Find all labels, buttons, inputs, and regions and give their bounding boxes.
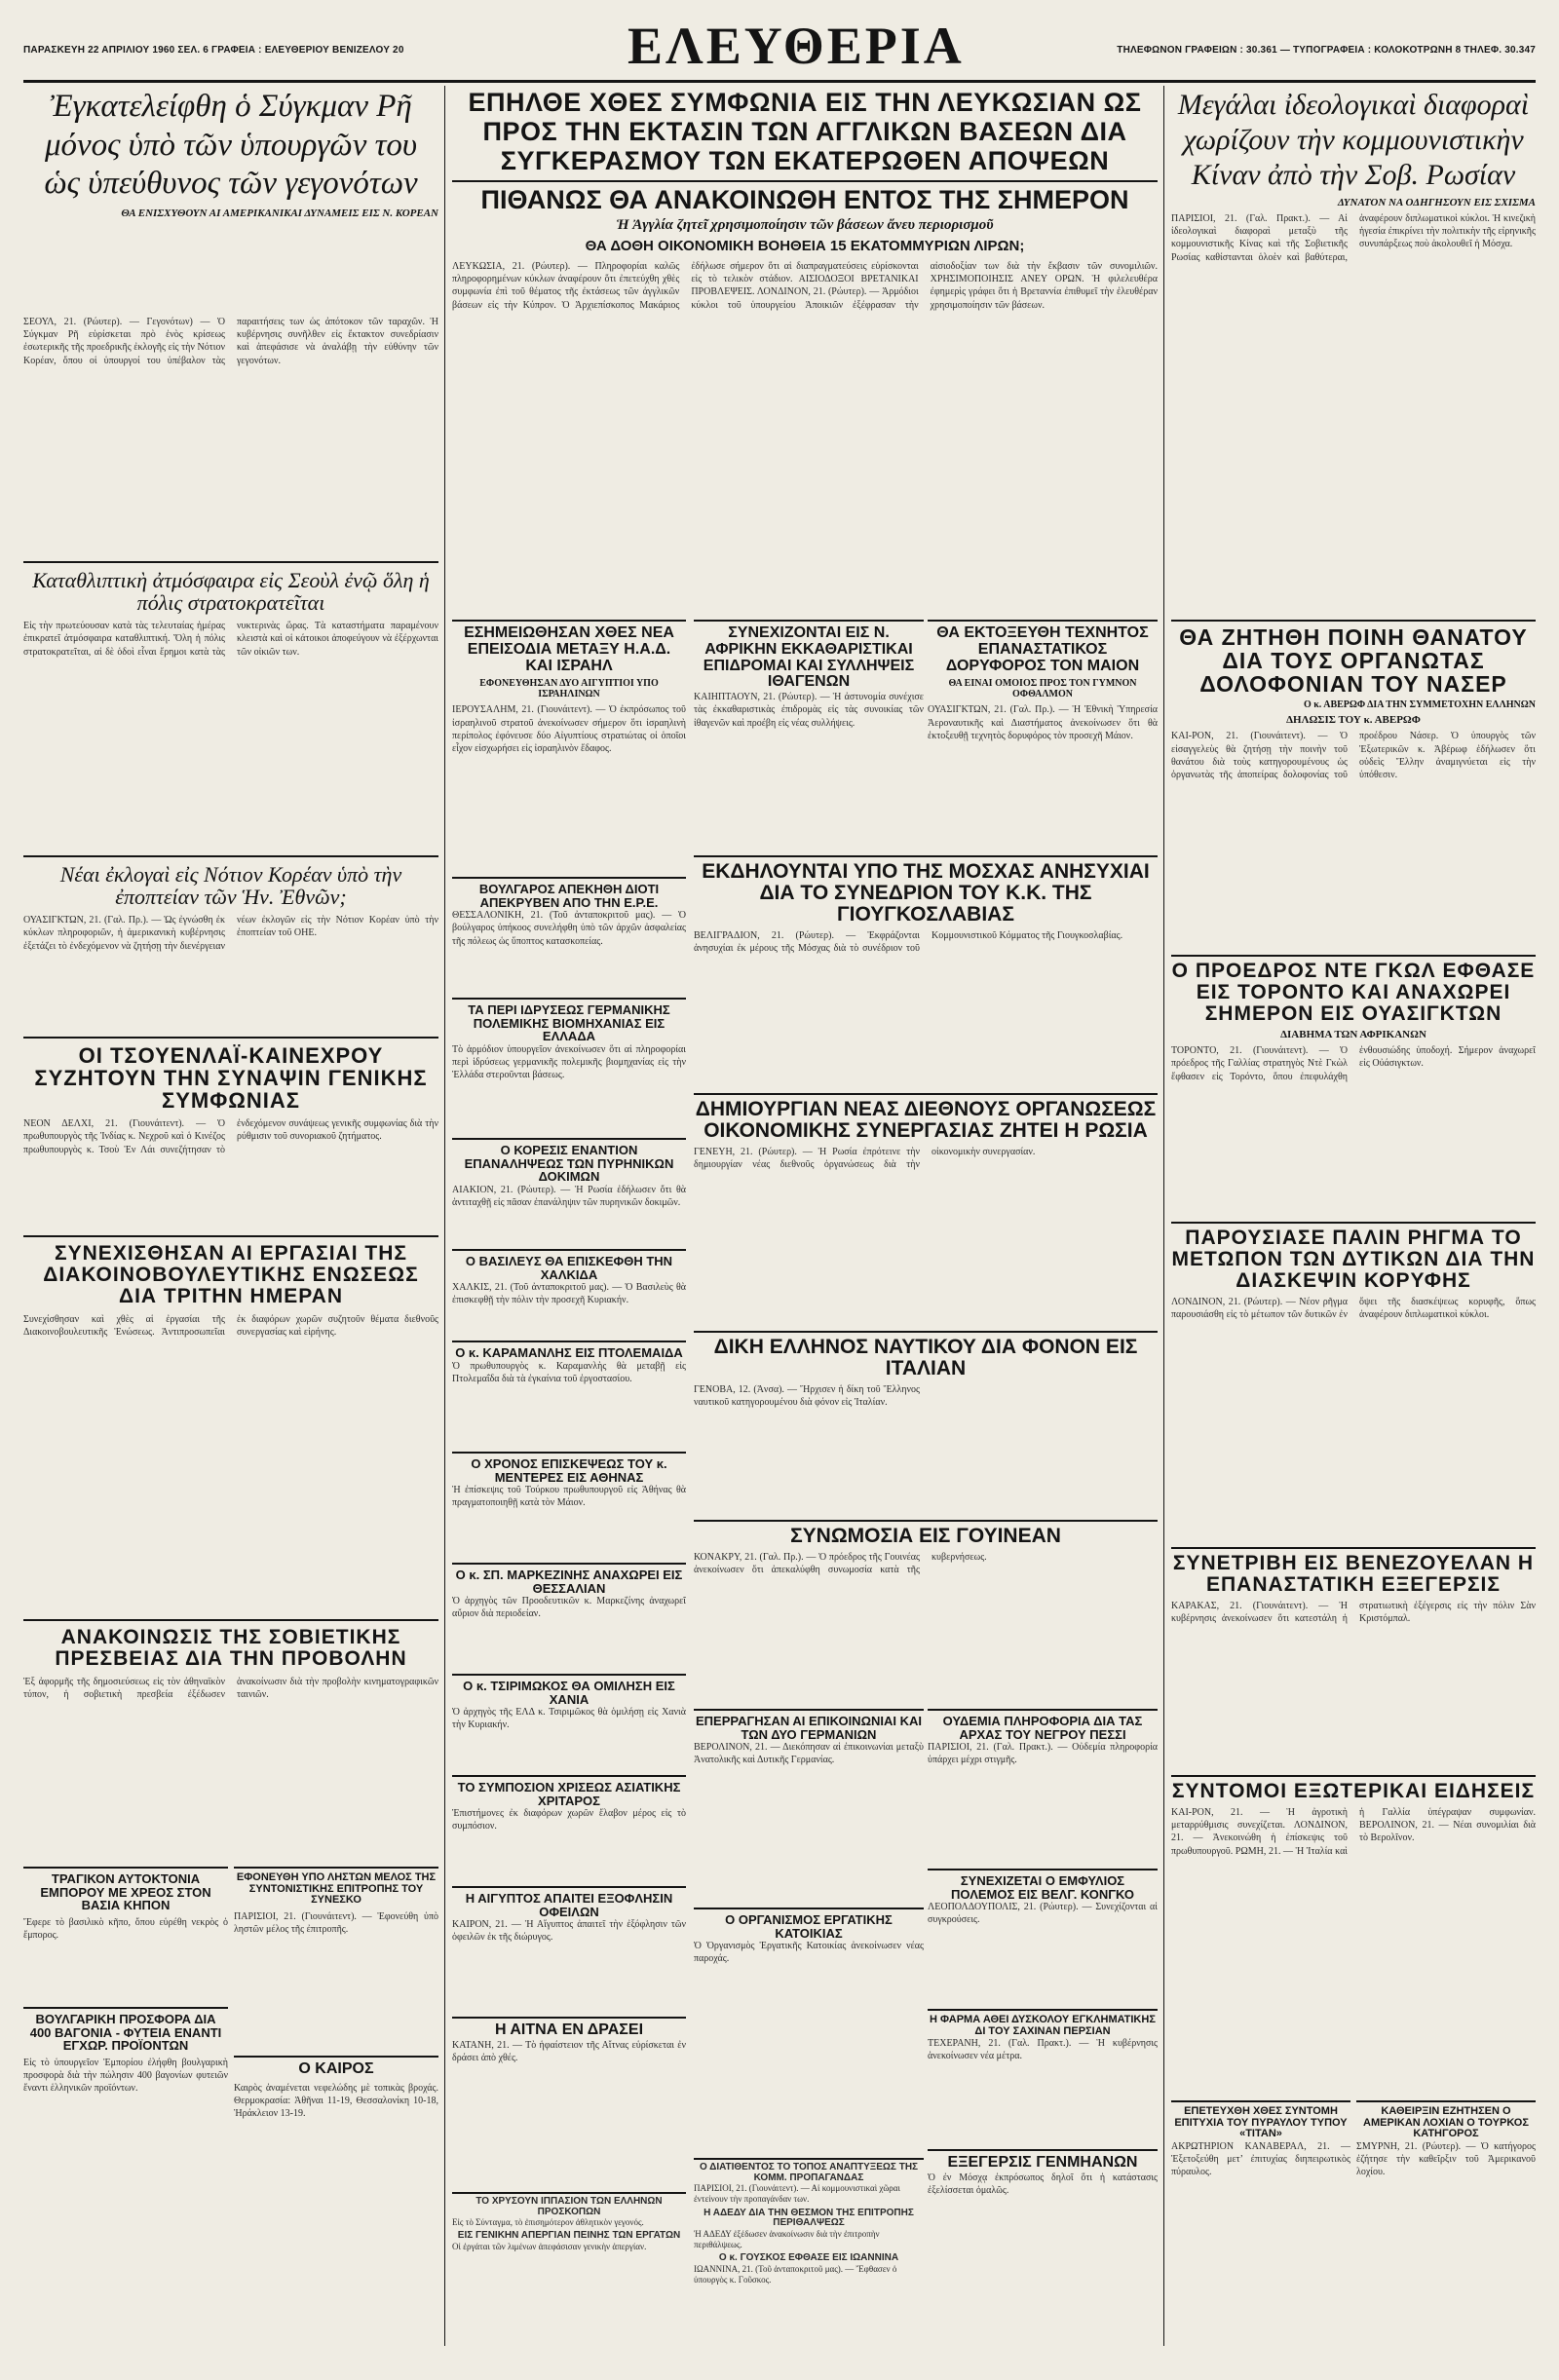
headline: Ο ΠΡΟΕΔΡΟΣ ΝΤΕ ΓΚΩΛ ΕΦΘΑΣΕ ΕΙΣ ΤΟΡΟΝΤΟ ΚΑΙ ΑΝΑΧΩΡΕΙ ΣΗΜΕΡΟΝ ΕΙΣ ΟΥΑΣΙΓΚΤΩΝ	[1171, 960, 1536, 1026]
article-body: ΛΕΟΠΟΛΔΟΥΠΟΛΙΣ, 21. (Ρώυτερ). — Συνεχίζονται αἱ συγκρούσεις.	[928, 1902, 1158, 1926]
article-body: ΣΜΥΡΝΗ, 21. (Ρώυτερ). — Ὁ κατήγορος ἐζήτησε τὴν καθεῖρξιν τοῦ Ἀμερικανοῦ λοχίου.	[1356, 2140, 1536, 2178]
headline: Ο ΔΙΑΤΙΘΕΝΤΟΣ ΤΟ ΤΟΠΟΣ ΑΝΑΠΤΥΞΕΩΣ ΤΗΣ ΚΟΜΜ. ΠΡΟΠΑΓΑΝΔΑΣ	[699, 2162, 919, 2183]
article-body: ΓΕΝΟΒΑ, 12. (Ἀνσα). — Ἤρχισεν ἡ δίκη τοῦ Ἕλληνος ναυτικοῦ κατηγορουμένου διὰ φόνον εἰς Ἰταλίαν.	[694, 1384, 920, 1409]
headline: Η ΑΙΓΥΠΤΟΣ ΑΠΑΙΤΕΙ ΕΞΟΦΛΗΣΙΝ ΟΦΕΙΛΩΝ	[465, 1891, 673, 1919]
headline: ΘΑ ΖΗΤΗΘΗ ΠΟΙΝΗ ΘΑΝΑΤΟΥ ΔΙΑ ΤΟΥΣ ΟΡΓΑΝΩΤΑΣ ΔΟΛΟΦΟΝΙΑΝ ΤΟΥ ΝΑΣΕΡ	[1179, 624, 1528, 698]
newspaper-title: ΕΛΕΥΘΕΡΙΑ	[627, 17, 965, 75]
article-uprising	[928, 2149, 1158, 2338]
column-rule	[444, 86, 445, 2346]
article-body: ΑΚΡΩΤΗΡΙΟΝ ΚΑΝΑΒΕΡΑΛ, 21. — Ἐξετοξεύθη μετ’ ἐπιτυχίας διηπειρωτικὸς πύραυλος.	[1171, 2140, 1350, 2178]
headline: ΤΑ ΠΕΡΙ ΙΔΡΥΣΕΩΣ ΓΕΡΜΑΝΙΚΗΣ ΠΟΛΕΜΙΚΗΣ ΒΙΟΜΗΧΑΝΙΑΣ ΕΙΣ ΕΛΛΑΔΑ	[468, 1002, 670, 1044]
article-body: Τὸ ἀρμόδιον ὑπουργεῖον ἀνεκοίνωσεν ὅτι αἱ πληροφορίαι περὶ ἱδρύσεως γερμανικῆς πολεμικῆς βιομηχανίας εἰς τὴν Ἑλλάδα στεροῦνται βάσεως.	[452, 1043, 686, 1081]
subhead: ΘΑ ΕΝΙΣΧΥΘΟΥΝ ΑΙ ΑΜΕΡΙΚΑΝΙΚΑΙ ΔΥΝΑΜΕΙΣ ΕΙΣ Ν. ΚΟΡΕΑΝ	[121, 207, 438, 219]
article-body: ΠΑΡΙΣΙΟΙ, 21. (Γιουνάιτεντ). — Αἱ κομμουνιστικαὶ χῶραι ἐντείνουν τὴν προπαγάνδαν των.	[694, 2183, 900, 2205]
article-western-rift	[1171, 1222, 1536, 1543]
article-rhee-body	[23, 316, 438, 559]
article-body: ΙΕΡΟΥΣΑΛΗΜ, 21. (Γιουνάιτεντ). — Ὁ ἐκπρόσωπος τοῦ ἰσραηλινοῦ στρατοῦ ἀνεκοίνωσεν σήμερον ὅτι ἰσραηλινὴ περίπολος ἐφόνευσε δύο Αἰγυπτίους στρατιώτας οἱ ὁποῖοι εἶχον εἰσχωρήσει εἰς ἰσραηλινὸν ἔδαφος.	[452, 704, 686, 754]
headline: ΤΡΑΓΙΚΟΝ ΑΥΤΟΚΤΟΝΙΑ ΕΜΠΟΡΟΥ ΜΕ ΧΡΕΟΣ ΣΤΟΝ ΒΑΣΙΑ ΚΗΠΟΝ	[40, 1871, 211, 1913]
article-body: Ἐξ ἀφορμῆς τῆς δημοσιεύσεως εἰς τὸν ἀθηναϊκὸν τύπον, ἡ σοβιετικὴ πρεσβεία ἐξέδωσεν ἀνακοίνωσιν διὰ τὴν προβολὴν κινηματογραφικῶν ταινιῶν.	[23, 1677, 438, 1701]
bulletin-stack-b	[452, 2192, 686, 2338]
article-body: ΚΟΝΑΚΡΥ, 21. (Γαλ. Πρ.). — Ὁ πρόεδρος τῆς Γουινέας ἀνεκοίνωσεν ὅτι ἀπεκαλύφθη συνωμοσία κατὰ τῆς κυβερνήσεως.	[694, 1552, 987, 1576]
newspaper-page	[23, 16, 1536, 2349]
article-body: Εἰς τὸ Σύνταγμα, τὸ ἐπισημότερον ἀθλητικὸν γεγονός.	[452, 2217, 644, 2227]
article-turkish-prosecutor	[1356, 2100, 1536, 2338]
article-tsirimokos	[452, 1674, 686, 1771]
article-markezinis	[452, 1563, 686, 1670]
article-body: ΛΕΥΚΩΣΙΑ, 21. (Ρώυτερ). — Πληροφορίαι καλῶς πληροφορημένων κύκλων ἀναφέρουν ὅτι ἐπετεύχθη χθὲς συμφωνία ἐπὶ τοῦ θέματος τῆς ἐκτάσεως τῶν ἀγγλικῶν βάσεων εἰς τὴν Κύπρον. Ὁ Ἀρχιεπίσκοπος Μακάριος ἐδήλωσε σήμερον ὅτι αἱ διαπραγματεύσεις εὑρίσκονται εἰς τὸ τελικὸν στάδιον. ΑΙΣΙΟΔΟΞΟΙ ΒΡΕΤΑΝΙΚΑΙ ΠΡΟΒΛΕΨΕΙΣ. ΛΟΝΔΙΝΟΝ, 21. (Ρώυτερ). — Ἀρμόδιοι κύκλοι τοῦ ὑπουργείου Ἀποικιῶν ἐξέφρασαν τὴν αἰσιοδοξίαν των διὰ τὴν ἔκβασιν τῶν συνομιλιῶν. ΧΡΗΣΙΜΟΠΟΙΗΣΙΣ ΑΝΕΥ ΟΡΩΝ. Ἡ φιλελευθέρα ἐφημερὶς γράφει ὅτι ἡ Βρεταννία ἐπιθυμεῖ τὴν ἐλευθέραν χρησιμοποίησιν τῶν βάσεων.	[452, 261, 1158, 311]
headline: Νέαι ἐκλογαὶ εἰς Νότιον Κορέαν ὑπὸ τὴν ἐποπτείαν τῶν Ἡν. Ἐθνῶν;	[59, 862, 402, 910]
headline: ΠΑΡΟΥΣΙΑΣΕ ΠΑΛΙΝ ΡΗΓΜΑ ΤΟ ΜΕΤΩΠΟΝ ΤΩΝ ΔΥΤΙΚΩΝ ΔΙΑ ΤΗΝ ΔΙΑΣΚΕΨΙΝ ΚΟΡΥΦΗΣ	[1171, 1227, 1536, 1293]
headline: ΣΥΝΤΟΜΟΙ ΕΞΩΤΕΡΙΚΑΙ ΕΙΔΗΣΕΙΣ	[1171, 1780, 1536, 1802]
headline: Ο ΒΑΣΙΛΕΥΣ ΘΑ ΕΠΙΣΚΕΦΘΗ ΤΗΝ ΧΑΛΚΙΔΑ	[465, 1254, 673, 1282]
article-body: ΠΑΡΙΣΙΟΙ, 21. (Γαλ. Πρακτ.). — Αἱ ἰδεολογικαὶ διαφοραὶ μεταξὺ τῆς κομμουνιστικῆς Κίνας καὶ τῆς Σοβιετικῆς Ρωσίας καθίστανται ὁλοὲν καὶ βαθύτεραι, ἀναφέρουν διπλωματικοὶ κύκλοι. Ἡ κινεζικὴ ἡγεσία ἐπικρίνει τὴν πολιτικὴν τῆς εἰρηνικῆς συνυπάρξεως ποὺ ἀκολουθεῖ ἡ Μόσχα.	[1171, 213, 1536, 263]
headline: ΕΠΗΛΘΕ ΧΘΕΣ ΣΥΜΦΩΝΙΑ ΕΙΣ ΤΗΝ ΛΕΥΚΩΣΙΑΝ ΩΣ ΠΡΟΣ ΤΗΝ ΕΚΤΑΣΙΝ ΤΩΝ ΑΓΓΛΙΚΩΝ ΒΑΣΕΩΝ ΔΙΑ ΣΥΓΚΕΡΑΣΜΟΥ ΤΩΝ ΕΚΑΤΕΡΩΘΕΝ ΑΠΟΨΕΩΝ	[468, 88, 1142, 176]
subhead: ΔΙΑΒΗΜΑ ΤΩΝ ΑΦΡΙΚΑΝΩΝ	[1280, 1029, 1426, 1041]
article-body: ΓΕΝΕΥΗ, 21. (Ρώυτερ). — Ἡ Ρωσία ἐπρότεινε τὴν δημιουργίαν νέας διεθνοῦς ὀργανώσεως διὰ τὴν οἰκονομικὴν συνεργασίαν.	[694, 1147, 1036, 1171]
article-body: ΛΟΝΔΙΝΟΝ, 21. (Ρώυτερ). — Νέον ρῆγμα παρουσιάσθη εἰς τὸ μέτωπον τῶν δυτικῶν ἐν ὄψει τῆς διασκέψεως κορυφῆς, ὅπως ἀναφέρουν διπλωματικοὶ κύκλοι.	[1171, 1297, 1536, 1321]
headline: ΚΑΘΕΙΡΞΙΝ ΕΖΗΤΗΣΕΝ Ο ΑΜΕΡΙΚΑΝ ΛΟΧΙΑΝ Ο ΤΟΥΡΚΟΣ ΚΑΤΗΓΟΡΟΣ	[1363, 2105, 1529, 2140]
article-body: Ὁ ἀρχηγὸς τῆς ΕΛΔ κ. Τσιριμῶκος θὰ ὁμιλήσῃ εἰς Χανιὰ τὴν Κυριακήν.	[452, 1707, 686, 1731]
headline: ΕΣΗΜΕΙΩΘΗΣΑΝ ΧΘΕΣ ΝΕΑ ΕΠΕΙΣΟΔΙΑ ΜΕΤΑΞΥ Η.Α.Δ. ΚΑΙ ΙΣΡΑΗΛ	[464, 624, 674, 674]
article-body: ΟΥΑΣΙΓΚΤΩΝ, 21. (Γαλ. Πρ.). — Ὡς ἐγνώσθη ἐκ κύκλων πληροφοριῶν, ἡ ἀμερικανικὴ κυβέρνησις ἐξετάζει τὸ ἐνδεχόμενον νὰ ζητήσῃ τὴν διενέργειαν νέων ἐκλογῶν εἰς τὴν Νότιον Κορέαν ὑπὸ τὴν ἐποπτείαν τοῦ ΟΗΕ.	[23, 915, 438, 952]
article-satellite	[928, 620, 1158, 851]
subhead: Ἡ Ἀγγλία ζητεῖ χρησιμοποίησιν τῶν βάσεων ἄνευ περιορισμοῦ	[616, 217, 994, 234]
article-german-industry	[452, 998, 686, 1134]
headline: ΔΙΚΗ ΕΛΛΗΝΟΣ ΝΑΥΤΙΚΟΥ ΔΙΑ ΦΟΝΟΝ ΕΙΣ ΙΤΑΛΙΑΝ	[713, 1336, 1138, 1380]
subhead: ΕΦΟΝΕΥΘΗΣΑΝ ΔΥΟ ΑΙΓΥΠΤΙΟΙ ΥΠΟ ΙΣΡΑΗΛΙΝΩΝ	[479, 678, 659, 700]
article-menderes	[452, 1452, 686, 1559]
article-body: Συνεχίσθησαν καὶ χθὲς αἱ ἐργασίαι τῆς Διακοινοβουλευτικῆς Ἑνώσεως. Ἀντιπροσωπεῖαι ἐκ διαφόρων χωρῶν συζητοῦν θέματα διεθνοῦς συνεργασίας καὶ εἰρήνης.	[23, 1314, 438, 1339]
article-seoul	[23, 561, 438, 853]
article-body: ΤΟΡΟΝΤΟ, 21. (Γιουνάιτεντ). — Ὁ πρόεδρος τῆς Γαλλίας στρατηγὸς Ντὲ Γκὼλ ἔφθασεν εἰς Τορόντο, ὅπου ἐπεφυλάχθη ἐνθουσιώδης ὑποδοχή. Σήμερον ἀναχωρεῖ εἰς Οὐάσιγκτων.	[1171, 1045, 1536, 1082]
article-body: Ὁ Ὀργανισμὸς Ἐργατικῆς Κατοικίας ἀνεκοίνωσεν νέας παροχάς.	[694, 1941, 924, 1965]
article-body: ΧΑΛΚΙΣ, 21. (Τοῦ ἀνταποκριτοῦ μας). — Ὁ Βασιλεὺς θὰ ἐπισκεφθῇ τὴν πόλιν τὴν προσεχῆ Κυριακήν.	[452, 1282, 686, 1306]
article-body: Ἔφερε τὸ βασιλικὸ κῆπο, ὅπου εὑρέθη νεκρὸς ὁ ἔμπορος.	[23, 1916, 228, 1942]
article-soviet-embassy	[23, 1619, 438, 1863]
headline: ΣΥΝΩΜΟΣΙΑ ΕΙΣ ΓΟΥΙΝΕΑΝ	[790, 1525, 1061, 1547]
article-body: ΚΑΤΑΝΗ, 21. — Τὸ ἡφαίστειον τῆς Αἴτνας εὑρίσκεται ἐν δράσει ἀπὸ χθές.	[452, 2039, 686, 2063]
headline: ΘΑ ΕΚΤΟΞΕΥΘΗ ΤΕΧΝΗΤΟΣ ΕΠΑΝΑΣΤΑΤΙΚΟΣ ΔΟΡΥΦΟΡΟΣ ΤΟΝ ΜΑΙΟΝ	[936, 624, 1149, 674]
article-body: ΒΕΛΙΓΡΑΔΙΟΝ, 21. (Ρώυτερ). — Ἐκφράζονται ἀνησυχίαι ἐκ μέρους τῆς Μόσχας διὰ τὸ συνέδριον τοῦ Κομμουνιστικοῦ Κόμματος τῆς Γιουγκοσλαβίας.	[694, 930, 1123, 955]
article-rhee	[23, 88, 438, 314]
article-body: Ἡ ΑΔΕΔΥ ἐξέδωσεν ἀνακοίνωσιν διὰ τὴν ἐπιτροπὴν περιθάλψεως.	[694, 2228, 880, 2249]
headline: Η ΑΙΤΝΑ ΕΝ ΔΡΑΣΕΙ	[494, 2021, 644, 2038]
article-israel	[452, 620, 686, 873]
article-halkis	[452, 1249, 686, 1337]
subhead-secondary: ΔΗΛΩΣΙΣ ΤΟΥ κ. ΑΒΕΡΩΦ	[1286, 714, 1421, 727]
article-body: ΟΥΑΣΙΓΚΤΩΝ, 21. (Γαλ. Πρ.). — Ἡ Ἐθνικὴ Ὑπηρεσία Ἀεροναυτικῆς καὶ Διαστήματος ἀνεκοίνωσεν ὅτι θὰ ἐκτοξευθῇ τεχνητὸς δορυφόρος τὸν προσεχῆ Μάιον.	[928, 704, 1158, 741]
article-unesco	[234, 1867, 438, 2052]
article-economic-org	[694, 1093, 1158, 1327]
article-no-information	[928, 1709, 1158, 1865]
headline: ΕΞΕΓΕΡΣΙΣ ΓΕΝΜΗΑΝΩΝ	[947, 2154, 1138, 2171]
subhead: ΔΥΝΑΤΟΝ ΝΑ ΟΔΗΓΗΣΟΥΝ ΕΙΣ ΣΧΙΣΜΑ	[1337, 197, 1536, 208]
article-interparliamentary	[23, 1235, 438, 1615]
article-guinea	[694, 1520, 1158, 1705]
article-body: ΠΑΡΙΣΙΟΙ, 21. (Γαλ. Πρακτ.). — Οὐδεμία πληροφορία ὑπάρχει μέχρι στιγμῆς.	[928, 1742, 1158, 1766]
masthead-phones: ΤΗΛΕΦΩΝΟΝ ΓΡΑΦΕΙΩΝ : 30.361 — ΤΥΠΟΓΡΑΦΕΙΑ : ΚΟΛΟΚΟΤΡΩΝΗ 8 ΤΗΛΕΦ. 30.347	[1117, 45, 1536, 56]
article-body: Καιρὸς ἀναμένεται νεφελώδης μὲ τοπικὰς βροχάς. Θερμοκρασία: Ἀθῆναι 11-19, Θεσσαλονίκη 10-18, Ἡράκλειον 13-19.	[234, 2082, 438, 2120]
article-brief-foreign	[1171, 1775, 1536, 2097]
masthead	[23, 16, 1536, 83]
article-body: Ὁ ἐν Μόσχᾳ ἐκπρόσωπος δηλοῖ ὅτι ἡ κατάστασις ἐξελίσσεται ὁμαλῶς.	[928, 2172, 1158, 2196]
article-body: ΘΕΣΣΑΛΟΝΙΚΗ, 21. (Τοῦ ἀνταποκριτοῦ μας). — Ὁ βούλγαρος ὑπήκοος συνελήφθη ὑπὸ τῶν ἀρχῶν ἀσφαλείας τῆς πόλεως ὡς ὕποπτος κατασκοπείας.	[452, 910, 686, 947]
article-nuclear-tests	[452, 1138, 686, 1245]
headline: ΣΥΝΕΤΡΙΒΗ ΕΙΣ ΒΕΝΕΖΟΥΕΛΑΝ Η ΕΠΑΝΑΣΤΑΤΙΚΗ ΕΞΕΓΕΡΣΙΣ	[1172, 1552, 1535, 1597]
headline: ΕΠΕΡΡΑΓΗΣΑΝ ΑΙ ΕΠΙΚΟΙΝΩΝΙΑΙ ΚΑΙ ΤΩΝ ΔΥΟ ΓΕΡΜΑΝΙΩΝ	[695, 1714, 922, 1742]
headline: Ο κ. ΓΟΥΣΚΟΣ ΕΦΘΑΣΕ ΕΙΣ ΙΩΑΝΝΙΝΑ	[718, 2252, 899, 2263]
article-body: Εἰς τὸ ὑπουργεῖον Ἐμπορίου ἐλήφθη βουλγαρικὴ προσφορὰ διὰ τὴν πώλησιν 400 βαγονίων φυτειῶν ἔναντι ἑλληνικῶν προϊόντων.	[23, 2057, 228, 2095]
headline: ΕΦΟΝΕΥΘΗ ΥΠΟ ΛΗΣΤΩΝ ΜΕΛΟΣ ΤΗΣ ΣΥΝΤΟΝΙΣΤΙΚΗΣ ΕΠΙΤΡΟΠΗΣ ΤΟΥ ΣΥΝΕΣΚΟ	[236, 1871, 437, 1907]
subhead: ΘΑ ΕΙΝΑΙ ΟΜΟΙΟΣ ΠΡΟΣ ΤΟΝ ΓΥΜΝΟΝ ΟΦΘΑΛΜΟΝ	[948, 678, 1137, 700]
article-bulgarian-arrested	[452, 877, 686, 994]
article-cyprus-bases	[452, 88, 1158, 614]
article-karamanlis	[452, 1341, 686, 1448]
headline: ΟΥΔΕΜΙΑ ΠΛΗΡΟΦΟΡΙΑ ΔΙΑ ΤΑΣ ΑΡΧΑΣ ΤΟΥ ΝΕΓΡΟΥ ΠΕΣΣΙ	[942, 1714, 1143, 1742]
article-body: ΠΑΡΙΣΙΟΙ, 21. (Γιουνάιτεντ). — Ἐφονεύθη ὑπὸ ληστῶν μέλος τῆς ἐπιτροπῆς.	[234, 1910, 438, 1935]
article-body: ΚΑΙΡΟΝ, 21. — Ἡ Αἴγυπτος ἀπαιτεῖ τὴν ἐξόφλησιν τῶν ὀφειλῶν ἐκ τῆς διώρυγος.	[452, 1919, 686, 1944]
headline: Ο ΚΑΙΡΟΣ	[298, 2060, 374, 2077]
bulletin-stack-a	[694, 2158, 924, 2339]
headline: ΑΝΑΚΟΙΝΩΣΙΣ ΤΗΣ ΣΟΒΙΕΤΙΚΗΣ ΠΡΕΣΒΕΙΑΣ ΔΙΑ ΤΗΝ ΠΡΟΒΟΛΗΝ	[55, 1626, 407, 1671]
article-yugoslav-congress	[694, 855, 1158, 1089]
headline: Ο ΟΡΓΑΝΙΣΜΟΣ ΕΡΓΑΤΙΚΗΣ ΚΑΤΟΙΚΙΑΣ	[725, 1912, 893, 1941]
article-body: ΙΩΑΝΝΙΝΑ, 21. (Τοῦ ἀνταποκριτοῦ μας). — Ἔφθασεν ὁ ὑπουργὸς κ. Γοῦσκος.	[694, 2263, 897, 2285]
headline: ΔΗΜΙΟΥΡΓΙΑΝ ΝΕΑΣ ΔΙΕΘΝΟΥΣ ΟΡΓΑΝΩΣΕΩΣ ΟΙΚΟΝΟΜΙΚΗΣ ΣΥΝΕΡΓΑΣΙΑΣ ΖΗΤΕΙ Η ΡΩΣΙΑ	[695, 1098, 1157, 1143]
column-rule	[1163, 86, 1164, 2346]
article-body: Ἐπιστήμονες ἐκ διαφόρων χωρῶν ἔλαβον μέρος εἰς τὸ συμπόσιον.	[452, 1808, 686, 1832]
article-body: Ὁ πρωθυπουργὸς κ. Καραμανλὴς θὰ μεταβῇ εἰς Πτολεμαΐδα διὰ τὰ ἐγκαίνια τοῦ ἐργοστασίου.	[452, 1360, 686, 1384]
headline: ΕΙΣ ΓΕΝΙΚΗΝ ΑΠΕΡΓΙΑΝ ΠΕΙΝΗΣ ΤΩΝ ΕΡΓΑΤΩΝ	[457, 2230, 681, 2242]
headline: Ο κ. ΤΣΙΡΙΜΩΚΟΣ ΘΑ ΟΜΙΛΗΣΗ ΕΙΣ ΧΑΝΙΑ	[463, 1679, 675, 1707]
article-body: ΒΕΡΟΛΙΝΟΝ, 21. — Διεκόπησαν αἱ ἐπικοινωνίαι μεταξὺ Ἀνατολικῆς καὶ Δυτικῆς Γερμανίας.	[694, 1742, 924, 1766]
headline: ΤΟ ΧΡΥΣΟΥΝ ΙΠΠΑΣΙΟΝ ΤΩΝ ΕΛΛΗΝΩΝ ΠΡΟΣΚΟΠΩΝ	[475, 2196, 663, 2217]
article-de-gaulle	[1171, 955, 1536, 1218]
article-symposium	[452, 1775, 686, 1882]
article-body: Εἰς τὴν πρωτεύουσαν κατὰ τὰς τελευταίας ἡμέρας ἐπικρατεῖ ἀτμόσφαιρα καταθλιπτική. Ὅλη ἡ πόλις στρατοκρατεῖται, αἱ δὲ ὁδοὶ εἶναι ἔρημοι κατὰ τὰς νυκτερινὰς ὥρας. Τὰ καταστήματα παραμένουν κλειστὰ καὶ οἱ κάτοικοι ἀποφεύγουν νὰ ἐξέρχωνται τῶν οἰκιῶν των.	[23, 621, 438, 658]
article-bulgarian-offer	[23, 2007, 228, 2338]
headline: Η ΦΑΡΜΑ ΑΘΕΙ ΔΥΣΚΟΛΟΥ ΕΓΚΛΗΜΑΤΙΚΗΣ ΔΙ ΤΟΥ ΣΑΧΙΝΑΝ ΠΕΡΣΙΑΝ	[930, 2014, 1156, 2037]
article-body: ΝΕΟΝ ΔΕΛΧΙ, 21. (Γιουνάιτεντ). — Ὁ πρωθυπουργὸς τῆς Ἰνδίας κ. Νεχροῦ καὶ ὁ Κινέζος πρωθυπουργὸς κ. Τσοὺ Ἐν Λάι συνεζήτησαν τὸ ἐνδεχόμενον συνάψεως γενικῆς συμφωνίας διὰ τὴν ρύθμισιν τοῦ συνοριακοῦ ζητήματος.	[23, 1118, 438, 1155]
article-china-ussr	[1171, 88, 1536, 614]
headline: ΣΥΝΕΧΙΣΘΗΣΑΝ ΑΙ ΕΡΓΑΣΙΑΙ ΤΗΣ ΔΙΑΚΟΙΝΟΒΟΥΛΕΥΤΙΚΗΣ ΕΝΩΣΕΩΣ ΔΙΑ ΤΡΙΤΗΝ ΗΜΕΡΑΝ	[43, 1242, 419, 1308]
article-body: Οἱ ἐργάται τῶν λιμένων ἀπεφάσισαν γενικὴν ἀπεργίαν.	[452, 2241, 647, 2251]
headline: Ο ΧΡΟΝΟΣ ΕΠΙΣΚΕΨΕΩΣ ΤΟΥ κ. ΜΕΝΤΕΡΕΣ ΕΙΣ ΑΘΗΝΑΣ	[471, 1456, 667, 1485]
headline: ΤΟ ΣΥΜΠΟΣΙΟΝ ΧΡΙΣΕΩΣ ΑΣΙΑΤΙΚΗΣ ΧΡΙΤΑΡΟΣ	[457, 1780, 681, 1808]
headline: ΟΙ ΤΣΟΥΕΝΛΑΪ-ΚΑΙΝΕΧΡΟΥ ΣΥΖΗΤΟΥΝ ΤΗΝ ΣΥΝΑΨΙΝ ΓΕΝΙΚΗΣ ΣΥΜΦΩΝΙΑΣ	[34, 1043, 428, 1114]
article-body: Ὁ ἀρχηγὸς τῶν Προοδευτικῶν κ. Μαρκεζίνης ἀναχωρεῖ αὔριον διὰ περιοδείαν.	[452, 1596, 686, 1620]
article-tehran	[928, 2009, 1158, 2145]
article-venezuela	[1171, 1547, 1536, 1771]
article-body: ΚΑΡΑΚΑΣ, 21. (Γιουνάιτεντ). — Ἡ κυβέρνησις ἀνεκοίνωσεν ὅτι κατεστάλη ἡ στρατιωτικὴ ἐξέγερσις εἰς τὴν πόλιν Σὰν Κριστόμπαλ.	[1171, 1601, 1536, 1625]
headline: ΣΥΝΕΧΙΖΟΝΤΑΙ ΕΙΣ Ν. ΑΦΡΙΚΗΝ ΕΚΚΑΘΑΡΙΣΤΙΚΑΙ ΕΠΙΔΡΟΜΑΙ ΚΑΙ ΣΥΛΛΗΨΕΙΣ ΙΘΑΓΕΝΩΝ	[703, 624, 915, 691]
headline: Ο κ. ΚΑΡΑΜΑΝΛΗΣ ΕΙΣ ΠΤΟΛΕΜΑΙΔΑ	[455, 1345, 683, 1360]
article-egypt-debts	[452, 1886, 686, 2013]
headline: ΒΟΥΛΓΑΡΟΣ ΑΠΕΚΗΘΗ ΔΙΟΤΙ ΑΠΕΚΡΥΒΕΝ ΑΠΟ ΤΗΝ Ε.Ρ.Ε.	[478, 882, 660, 910]
headline: Μεγάλαι ἰδεολογικαὶ διαφοραὶ χωρίζουν τὴν κομμουνιστικὴν Κίναν ἀπὸ τὴν Σοβ. Ρωσίαν	[1177, 89, 1530, 191]
subhead: Ο κ. ΑΒΕΡΩΦ ΔΙΑ ΤΗΝ ΣΥΜΜΕΤΟΧΗΝ ΕΛΛΗΝΩΝ	[1303, 699, 1536, 711]
headline: Ο ΚΟΡΕΣΙΣ ΕΝΑΝΤΙΟΝ ΕΠΑΝΑΛΗΨΕΩΣ ΤΩΝ ΠΥΡΗΝΙΚΩΝ ΔΟΚΙΜΩΝ	[464, 1143, 674, 1185]
headline: Η ΑΔΕΔΥ ΔΙΑ ΤΗΝ ΘΕΣΜΟΝ ΤΗΣ ΕΠΙΤΡΟΠΗΣ ΠΕΡΙΘΑΛΨΕΩΣ	[703, 2207, 914, 2228]
article-titan-missile	[1171, 2100, 1350, 2338]
headline: Ἐγκατελείφθη ὁ Σύγκμαν Ρῆ μόνος ὑπὸ τῶν ὑπουργῶν του ὡς ὑπεύθυνος τῶν γεγονότων	[44, 89, 418, 202]
article-nasser-plot	[1171, 620, 1536, 951]
article-body: ΑΙΑΚΙΟΝ, 21. (Ρώυτερ). — Ἡ Ρωσία ἐδήλωσεν ὅτι θὰ ἀντιταχθῇ εἰς πᾶσαν ἐπανάληψιν τῶν πυρηνικῶν δοκιμῶν.	[452, 1184, 686, 1209]
headline: Καταθλιπτικὴ ἀτμόσφαιρα εἰς Σεοὺλ ἐνῷ ὅλη ἡ πόλις στρατοκρατεῖται	[32, 568, 430, 616]
headline: ΣΥΝΕΧΙΖΕΤΑΙ Ο ΕΜΦΥΛΙΟΣ ΠΟΛΕΜΟΣ ΕΙΣ ΒΕΛΓ. ΚΟΝΓΚΟ	[951, 1873, 1134, 1902]
article-body: Ἡ ἐπίσκεψις τοῦ Τούρκου πρωθυπουργοῦ εἰς Ἀθήνας θὰ πραγματοποιηθῇ κατὰ τὸν Μάιον.	[452, 1485, 686, 1509]
article-greek-sailor	[694, 1331, 1158, 1516]
headline: ΒΟΥΛΓΑΡΙΚΗ ΠΡΟΣΦΟΡΑ ΔΙΑ 400 ΒΑΓΟΝΙΑ - ΦΥΤΕΙΑ ΕΝΑΝΤΙ ΕΓΧΩΡ. ΠΡΟΪΟΝΤΩΝ	[29, 2012, 222, 2054]
article-nehru-chou	[23, 1037, 438, 1231]
headline: ΕΚΔΗΛΟΥΝΤΑΙ ΥΠΟ ΤΗΣ ΜΟΣΧΑΣ ΑΝΗΣΥΧΙΑΙ ΔΙΑ ΤΟ ΣΥΝΕΔΡΙΟΝ ΤΟΥ Κ.Κ. ΤΗΣ ΓΙΟΥΓΚΟΣΛΑΒΙΑΣ	[702, 860, 1150, 926]
subhead: ΘΑ ΔΟΘΗ ΟΙΚΟΝΟΜΙΚΗ ΒΟΗΘΕΙΑ 15 ΕΚΑΤΟΜΜΥΡΙΩΝ ΛΙΡΩΝ;	[585, 238, 1025, 255]
article-two-germanies	[694, 1709, 924, 1904]
masthead-date-address: ΠΑΡΑΣΚΕΥΗ 22 ΑΠΡΙΛΙΟΥ 1960 ΣΕΛ. 6 ΓΡΑΦΕΙΑ : ΕΛΕΥΘΕΡΙΟΥ ΒΕΝΙΖΕΛΟΥ 20	[23, 45, 404, 56]
article-suicide	[23, 1867, 228, 2003]
article-body: ΤΕΧΕΡΑΝΗ, 21. (Γαλ. Πρακτ.). — Ἡ κυβέρνησις ἀνεκοίνωσεν νέα μέτρα.	[928, 2038, 1158, 2062]
article-congo	[928, 1869, 1158, 2005]
article-body: ΣΕΟΥΛ, 21. (Ρώυτερ). — Γεγονότων) — Ὁ Σύγκμαν Ρῆ εὑρίσκεται πρὸ ἑνὸς κρίσεως ἐσωτερικῆς τῆς προεδρικῆς ἐκλογῆς εἰς τὴν Νότιον Κορέαν, ὅπου οἱ ὑπουργοί του ὑπέβαλον τὰς παραιτήσεις των ὡς ἀπότοκον τῶν ταραχῶν. Ἡ κυβέρνησις συνῆλθεν εἰς ἔκτακτον συνεδρίασιν καὶ ἀπεφάσισε νὰ ἀναλάβῃ τὴν εὐθύνην τῶν γεγονότων.	[23, 317, 438, 366]
article-body: ΚΑΙΗΠΤΑΟΥΝ, 21. (Ρώυτερ). — Ἡ ἀστυνομία συνέχισε τὰς ἐκκαθαριστικὰς ἐπιδρομὰς εἰς τὰς συνοικίας τῶν ἰθαγενῶν καὶ προέβη εἰς νέας συλλήψεις.	[694, 692, 924, 729]
article-south-africa	[694, 620, 924, 851]
article-korea-elections	[23, 855, 438, 1033]
headline-secondary: ΠΙΘΑΝΩΣ ΘΑ ΑΝΑΚΟΙΝΩΘΗ ΕΝΤΟΣ ΤΗΣ ΣΗΜΕΡΟΝ	[452, 180, 1158, 213]
headline: Ο κ. ΣΠ. ΜΑΡΚΕΖΙΝΗΣ ΑΝΑΧΩΡΕΙ ΕΙΣ ΘΕΣΣΑΛΙΑΝ	[455, 1568, 683, 1596]
article-body: ΚΑΙ-ΡΟΝ, 21. — Ἡ ἀγροτικὴ μεταρρύθμισις συνεχίζεται. ΛΟΝΔΙΝΟΝ, 21. — Ἀνεκοινώθη ἡ ἐπίσκεψις τοῦ πρωθυπουργοῦ. ΡΩΜΗ, 21. — Ἡ Ἰταλία καὶ ἡ Γαλλία ὑπέγραψαν συμφωνίαν. ΒΕΡΟΛΙΝΟΝ, 21. — Νέαι συνομιλίαι διὰ τὸ Βερολῖνον.	[1171, 1807, 1536, 1857]
article-body: ΚΑΙ-ΡΟΝ, 21. (Γιουνάιτεντ). — Ὁ εἰσαγγελεὺς θὰ ζητήσῃ τὴν ποινὴν τοῦ θανάτου διὰ τοὺς κατηγορουμένους ὡς ὀργανωτὰς τῆς ἀποπείρας δολοφονίας τοῦ προέδρου Νάσερ. Ὁ ὑπουργὸς τῶν Ἐξωτερικῶν κ. Ἀβέρωφ ἐδήλωσεν ὅτι οὐδεὶς Ἕλλην ἀναμιγνύεται εἰς τὴν ὑπόθεσιν.	[1171, 731, 1536, 780]
article-weather	[234, 2056, 438, 2338]
headline: ΕΠΕΤΕΥΧΘΗ ΧΘΕΣ ΣΥΝΤΟΜΗ ΕΠΙΤΥΧΙΑ ΤΟΥ ΠΥΡΑΥΛΟΥ ΤΥΠΟΥ «ΤΙΤΑΝ»	[1174, 2105, 1348, 2140]
